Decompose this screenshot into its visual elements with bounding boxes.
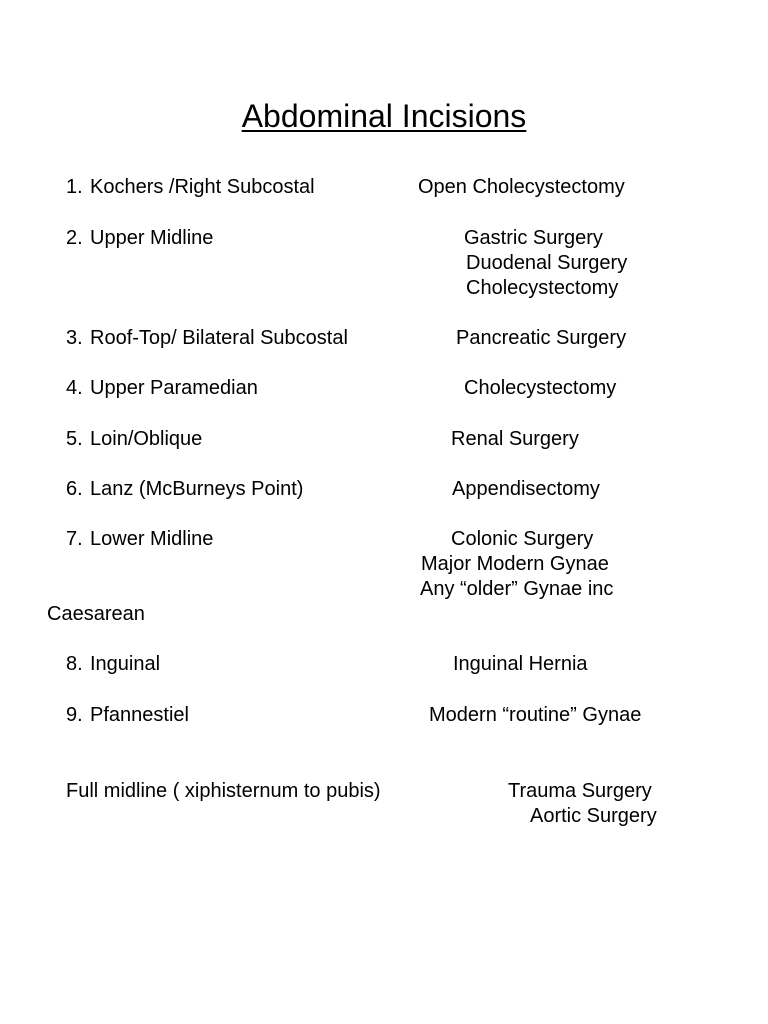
item-number: 1. — [66, 176, 83, 198]
surgery-use: Trauma Surgery — [508, 780, 652, 802]
surgery-use: Caesarean — [47, 603, 145, 625]
incision-name: Full midline ( xiphisternum to pubis) — [66, 780, 381, 802]
item-number: 8. — [66, 653, 83, 675]
item-number: 5. — [66, 428, 83, 450]
surgery-use: Cholecystectomy — [464, 377, 617, 399]
item-number: 6. — [66, 478, 83, 500]
surgery-use: Aortic Surgery — [530, 805, 657, 827]
page-title: Abdominal Incisions — [241, 98, 527, 134]
surgery-use: Cholecystectomy — [466, 277, 619, 299]
incision-name: Kochers /Right Subcostal — [90, 176, 315, 198]
surgery-use: Modern “routine” Gynae — [429, 704, 642, 726]
surgery-use: Major Modern Gynae — [421, 553, 609, 575]
surgery-use: Any “older” Gynae inc — [420, 578, 614, 600]
incision-name: Inguinal — [90, 653, 161, 675]
item-number: 4. — [66, 377, 83, 399]
item-number: 9. — [66, 704, 83, 726]
incision-name: Pfannestiel — [90, 704, 189, 726]
surgery-use: Open Cholecystectomy — [418, 176, 625, 198]
item-number: 7. — [66, 528, 83, 550]
incision-name: Loin/Oblique — [90, 428, 203, 450]
item-number: 3. — [66, 327, 83, 349]
surgery-use: Gastric Surgery — [464, 227, 603, 249]
surgery-use: Colonic Surgery — [451, 528, 594, 550]
incision-name: Lower Midline — [90, 528, 214, 550]
item-number: 2. — [66, 227, 83, 249]
incision-name: Upper Midline — [90, 227, 214, 249]
incision-name: Lanz (McBurneys Point) — [90, 478, 304, 500]
surgery-use: Appendisectomy — [452, 478, 600, 500]
surgery-use: Duodenal Surgery — [466, 252, 628, 274]
incision-name: Roof-Top/ Bilateral Subcostal — [90, 327, 348, 349]
surgery-use: Pancreatic Surgery — [456, 327, 627, 349]
incision-name: Upper Paramedian — [90, 377, 258, 399]
surgery-use: Inguinal Hernia — [453, 653, 588, 675]
surgery-use: Renal Surgery — [451, 428, 579, 450]
